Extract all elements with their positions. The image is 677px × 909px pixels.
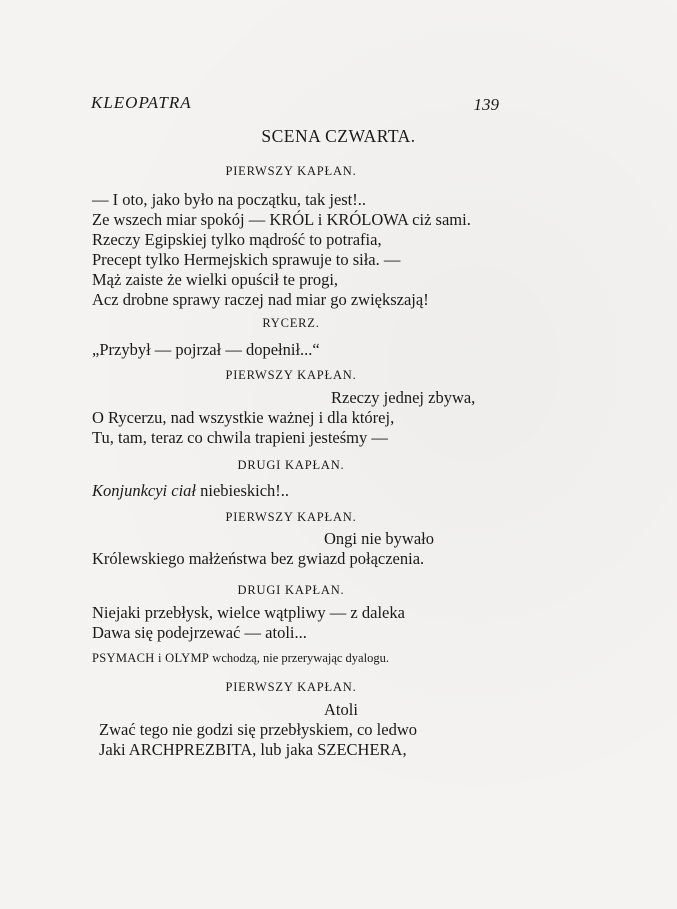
verse-block bbox=[92, 190, 471, 310]
verse-block bbox=[92, 603, 405, 643]
verse-block bbox=[92, 408, 394, 448]
stage-direction-names: PSYMACH i OLYMP bbox=[92, 651, 210, 665]
verse-line: O Rycerzu, nad wszystkie ważnej i dla której, bbox=[92, 408, 395, 427]
verse-line: Rzeczy Egipskiej tylko mądrość to potrafia, bbox=[92, 230, 382, 249]
verse-line: Mąż zaiste że wielki opuścił te progi, bbox=[92, 270, 339, 289]
page-number: 139 bbox=[473, 95, 499, 114]
speaker-name: DRUGI KAPŁAN. bbox=[237, 458, 345, 472]
verse-line: Dawa się podejrzewać — atoli... bbox=[92, 623, 307, 642]
verse-line: Atoli bbox=[324, 700, 358, 719]
verse-line: Acz drobne sprawy raczej nad miar go zwiększają! bbox=[92, 290, 429, 309]
verse-line: — I oto, jako było na początku, tak jest!.. bbox=[92, 190, 367, 209]
verse-line: Ze wszech miar spokój — KRÓL i KRÓLOWA ciż sami. bbox=[92, 210, 471, 229]
verse-block bbox=[92, 340, 320, 360]
verse-line-rest: niebieskich!.. bbox=[196, 481, 290, 500]
verse-line: Tu, tam, teraz co chwila trapieni jesteśmy — bbox=[92, 428, 388, 447]
speaker-name: PIERWSZY KAPŁAN. bbox=[225, 368, 357, 382]
scene-title: SCENA CZWARTA. bbox=[261, 126, 416, 146]
speaker-name: DRUGI KAPŁAN. bbox=[237, 583, 345, 597]
speaker-name: PIERWSZY KAPŁAN. bbox=[225, 680, 357, 694]
verse-line: Rzeczy jednej zbywa, bbox=[331, 388, 476, 407]
verse-block bbox=[92, 481, 289, 501]
verse-line: Zwać tego nie godzi się przebłyskiem, co ledwo bbox=[99, 720, 417, 739]
stage-direction bbox=[92, 651, 389, 666]
verse-line: Ongi nie bywało bbox=[324, 529, 434, 548]
verse-line: Królewskiego małżeństwa bez gwiazd połączenia. bbox=[92, 549, 425, 568]
speaker-name: PIERWSZY KAPŁAN. bbox=[225, 510, 357, 524]
verse-line: Jaki ARCHPREZBITA, lub jaka SZECHERA, bbox=[99, 740, 407, 759]
speaker-name: PIERWSZY KAPŁAN. bbox=[225, 164, 357, 178]
verse-line: „Przybył — pojrzał — dopełnił...“ bbox=[92, 340, 320, 359]
stage-direction-text: wchodzą, nie przerywając dyalogu. bbox=[209, 651, 389, 665]
verse-line: Precept tylko Hermejskich sprawuje to siła. — bbox=[92, 250, 401, 269]
verse-block bbox=[99, 720, 417, 760]
verse-line-italic: Konjunkcyi ciał bbox=[92, 481, 197, 500]
running-title: KLEOPATRA bbox=[91, 93, 192, 112]
verse-line: Niejaki przebłysk, wielce wątpliwy — z daleka bbox=[92, 603, 405, 622]
speaker-name: RYCERZ. bbox=[262, 316, 320, 330]
